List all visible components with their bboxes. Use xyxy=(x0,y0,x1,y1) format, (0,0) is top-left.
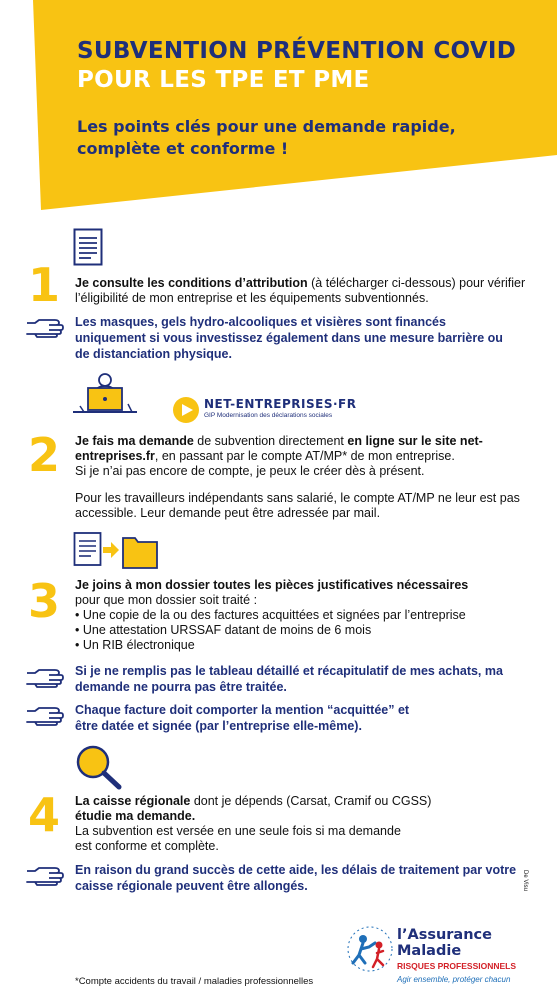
step-2-paragraph-2: Pour les travailleurs indépendants sans salarié, le compte AT/MP ne leur est pas accessible. Leur demande peut être adressée par mail. xyxy=(75,491,520,520)
step-4-rest-2: est conforme et complète. xyxy=(75,839,219,853)
computer-user-icon xyxy=(70,372,140,416)
step-2-bold-1: Je fais ma demande xyxy=(75,434,194,448)
magnifier-icon xyxy=(73,744,123,790)
running-figures-icon xyxy=(345,919,395,981)
step-3-bold: Je joins à mon dossier toutes les pièces justificatives nécessaires xyxy=(75,578,469,592)
step-number-1: 1 xyxy=(28,258,61,312)
logo-title: NET-ENTREPRISES·FR xyxy=(204,397,357,411)
list-item: • Une copie de la ou des factures acquittées et signées par l’entreprise xyxy=(75,608,466,622)
step-2-text xyxy=(75,434,535,521)
footnote: *Compte accidents du travail / maladies professionnelles xyxy=(75,976,314,987)
step-2-mid: de subvention directement xyxy=(193,434,348,448)
list-item: • Une attestation URSSAF datant de moins de 6 mois xyxy=(75,623,372,637)
logo-name xyxy=(397,927,492,959)
page-title xyxy=(77,37,516,95)
list-item: • Un RIB électronique xyxy=(75,638,195,652)
step-number-2: 2 xyxy=(28,428,61,482)
credit-text: De Visu xyxy=(522,870,528,891)
pointing-hand-icon xyxy=(25,866,65,886)
title-line-2: POUR LES TPE ET PME xyxy=(77,67,370,93)
step-4-mid: dont je dépends (Carsat, Cramif ou CGSS) xyxy=(190,794,432,808)
step-3-note-2: Chaque facture doit comporter la mention “acquittée” et être datée et signée (par l’entreprise elle-même). xyxy=(75,703,410,733)
step-2-rest: , en passant par le compte AT/MP* de mon entreprise. xyxy=(154,449,455,463)
step-number-4: 4 xyxy=(28,788,61,842)
logo-subtitle: GIP Modernisation des déclarations sociales xyxy=(204,412,333,419)
document-icon xyxy=(73,228,103,266)
step-4-rest-1: La subvention est versée en une seule fois si ma demande xyxy=(75,824,401,838)
logo-name-line-2: Maladie xyxy=(397,943,462,959)
logo-name-line-1: l’Assurance xyxy=(397,927,492,943)
step-2-line-2: Si je n’ai pas encore de compte, je peux le créer dès à présent. xyxy=(75,464,425,478)
header-background xyxy=(0,0,557,210)
logo-tagline: Agir ensemble, protéger chacun xyxy=(397,975,511,984)
pointing-hand-icon xyxy=(25,668,65,688)
step-3-rest: pour que mon dossier soit traité : xyxy=(75,593,258,607)
step-1-bold: Je consulte les conditions d’attribution xyxy=(75,276,308,290)
step-3-note-1: Si je ne remplis pas le tableau détaillé et récapitulatif de mes achats, ma demande ne pourra pas être traitée. xyxy=(75,664,503,694)
step-4-note: En raison du grand succès de cette aide, les délais de traitement par votre caisse régionale peuvent être allongés. xyxy=(75,863,517,893)
step-3-text xyxy=(75,578,535,653)
net-entreprises-logo xyxy=(172,396,357,426)
step-2-bold-2: en ligne sur le site net-entreprises.fr xyxy=(75,434,483,463)
step-4-bold-2: étudie ma demande. xyxy=(75,809,196,823)
pointing-hand-icon xyxy=(25,318,65,338)
step-4-bold-1: La caisse régionale xyxy=(75,794,191,808)
page-subtitle: Les points clés pour une demande rapide, complète et conforme ! xyxy=(77,117,456,158)
step-number-3: 3 xyxy=(28,574,61,628)
play-icon xyxy=(172,396,200,424)
logo-subtitle: RISQUES PROFESSIONNELS xyxy=(397,961,517,971)
title-line-1: SUBVENTION PRÉVENTION COVID xyxy=(77,38,517,64)
step-1-note: Les masques, gels hydro-alcooliques et visières sont financés uniquement si vous investissez également dans une mesure barrière ou de distanciation physique. xyxy=(75,315,503,361)
assurance-maladie-logo xyxy=(345,915,535,995)
step-4-text xyxy=(75,794,535,854)
pointing-hand-icon xyxy=(25,706,65,726)
document-to-folder-icon xyxy=(73,530,159,570)
step-1-rest: (à télécharger ci-dessous) pour vérifier l’éligibilité de mon entreprise et les équipements subventionnés. xyxy=(75,276,526,305)
step-1-text xyxy=(75,276,535,306)
